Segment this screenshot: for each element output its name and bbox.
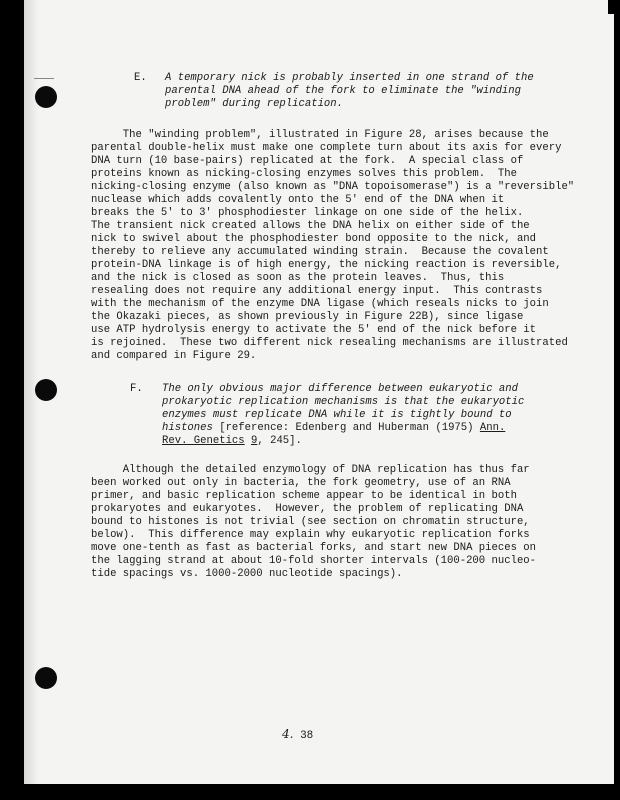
paragraph-line: resealing does not require any additional energy input. This contrasts (91, 285, 543, 297)
paragraph-line: move one-tenth as fast as bacterial forks, and start new DNA pieces on (91, 542, 537, 554)
paragraph-line: breaks the 5' to 3' phosphodiester linkage on one side of the helix. (91, 207, 524, 219)
paragraph-line: bound to histones is not trivial (see section on chromatin structure, (91, 516, 530, 528)
section-f-line: enzymes must replicate DNA while it is tightly bound to (162, 409, 512, 421)
section-e-line: problem" during replication. (165, 98, 344, 110)
journal-name: Ann. (479, 422, 506, 434)
section-f-line (162, 435, 302, 448)
paragraph-line: below). This difference may explain why eukaryotic replication forks (91, 529, 530, 541)
paragraph-line: nuclease which adds covalently onto the 5' end of the DNA when it (91, 194, 505, 206)
document-page (24, 0, 614, 784)
punch-hole (35, 379, 57, 401)
section-e-line: A temporary nick is probably inserted in one strand of the (165, 72, 534, 84)
journal-volume: 9 (251, 435, 258, 447)
paragraph-line: with the mechanism of the enzyme DNA ligase (which reseals nicks to join (91, 298, 549, 310)
page-corner (608, 0, 614, 14)
section-e-letter: E. (134, 72, 147, 84)
paragraph-line: the lagging strand at about 10-fold shorter intervals (100-200 nucleo- (91, 555, 537, 567)
paragraph-line: and compared in Figure 29. (91, 350, 257, 362)
handwritten-chapter-number: 4. (282, 727, 294, 741)
paragraph-line: tide spacings vs. 1000-2000 nucleotide spacings). (91, 568, 403, 580)
paragraph-line: use ATP hydrolysis energy to activate the 5' end of the nick before it (91, 324, 537, 336)
reference-text: [reference: Edenberg and Huberman (1975) (212, 422, 480, 434)
reference-pages: , 245]. (257, 435, 302, 447)
paragraph-line: The "winding problem", illustrated in Figure 28, arises because the (91, 129, 549, 141)
section-f-line (162, 422, 505, 435)
paragraph-line: The transient nick created allows the DNA helix on either side of the (91, 220, 530, 232)
paragraph-line: been worked out only in bacteria, the fork geometry, use of an RNA (91, 477, 511, 489)
histones-italic: histones (162, 422, 213, 434)
paragraph-line: parental double-helix must make one complete turn about its axis for every (91, 142, 562, 154)
punch-hole (35, 667, 57, 689)
paragraph-line: primer, and basic replication scheme appear to be identical in both (91, 490, 517, 502)
paragraph-line: DNA turn (10 base-pairs) replicated at the fork. A special class of (91, 155, 524, 167)
paragraph-line: nick to swivel about the phosphodiester bond opposite to the nick, and (91, 233, 537, 245)
punch-hole (35, 86, 57, 108)
section-f-letter: F. (130, 383, 143, 395)
paragraph-line: protein-DNA linkage is of high energy, the nicking reaction is reversible, (91, 259, 562, 271)
paragraph-line: proteins known as nicking-closing enzymes solves this problem. The (91, 168, 517, 180)
section-f-line: prokaryotic replication mechanisms is that the eukaryotic (162, 396, 525, 408)
typed-page-number: 38 (300, 730, 314, 742)
section-e-line: parental DNA ahead of the fork to eliminate the "winding (165, 85, 522, 97)
paragraph-line: the Okazaki pieces, as shown previously in Figure 22B), since ligase (91, 311, 524, 323)
page-number (282, 727, 313, 742)
section-f-line: The only obvious major difference between eukaryotic and (162, 383, 519, 395)
journal-name: Rev. Genetics (162, 435, 245, 447)
paragraph-line: Although the detailed enzymology of DNA replication has thus far (91, 464, 530, 476)
paragraph-line: thereby to relieve any accumulated winding strain. Because the covalent (91, 246, 549, 258)
paragraph-line: is rejoined. These two different nick resealing mechanisms are illustrated (91, 337, 568, 349)
paragraph-line: prokaryotes and eukaryotes. However, the problem of replicating DNA (91, 503, 524, 515)
paragraph-line: and the nick is closed as soon as the protein leaves. Thus, this (91, 272, 505, 284)
paragraph-line: nicking-closing enzyme (also known as "DNA topoisomerase") is a "reversible" (91, 181, 575, 193)
